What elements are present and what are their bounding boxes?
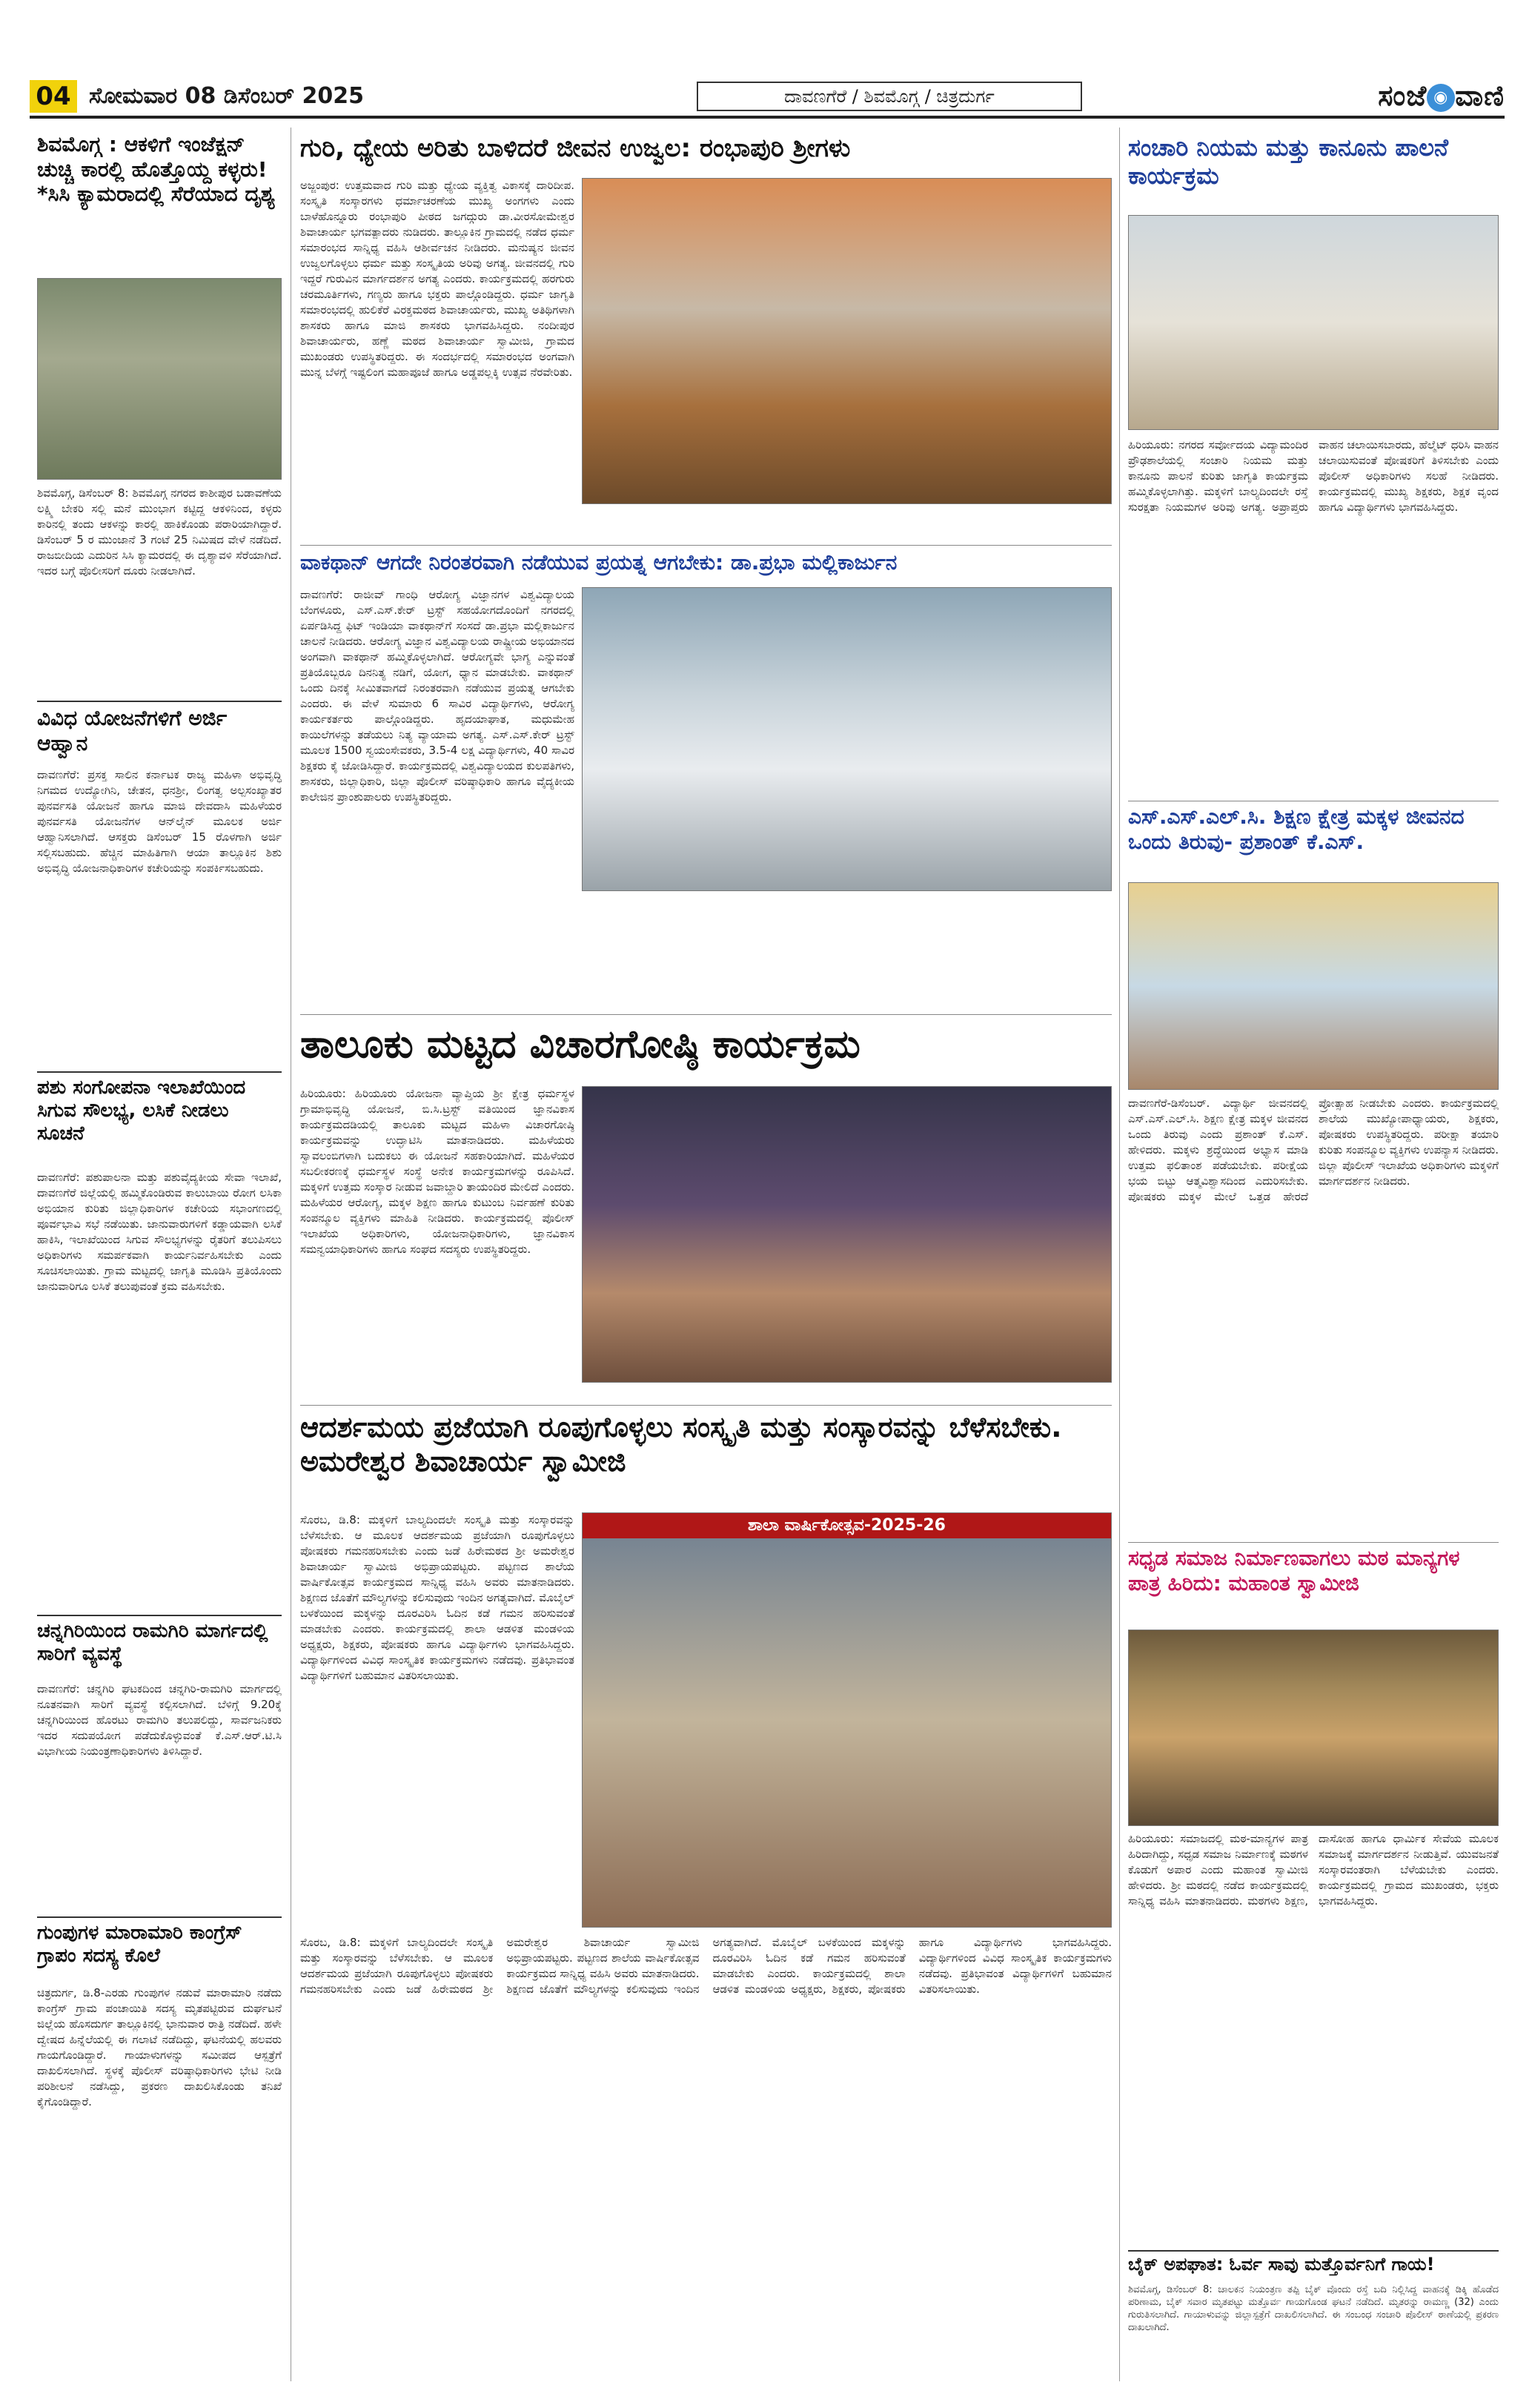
article-body: ದಾವಣಗೆರೆ-ಡಿಸೆಂಬರ್. ವಿದ್ಯಾರ್ಥಿ ಜೀವನದಲ್ಲಿ ಎಸ್.ಎಸ್.ಎಲ್.ಸಿ. ಶಿಕ್ಷಣ ಕ್ಷೇತ್ರ ಮಕ್ಕಳ ಜೀವನದ ಒಂದು ತಿರುವು ಎಂದು ಪ್ರಶಾಂತ್ ಕೆ.ಎಸ್. ಹೇಳಿದರು. ಮಕ್ಕಳು ಶ್ರದ್ಧೆಯಿಂದ ಅಭ್ಯಾಸ ಮಾಡಿ ಉತ್ತಮ ಫಲಿತಾಂಶ ಪಡೆಯಬೇಕು. ಪರೀಕ್ಷೆಯ ಭಯ ಬಿಟ್ಟು ಆತ್ಮವಿಶ್ವಾಸದಿಂದ ಎದುರಿಸಬೇಕು. ಪೋಷಕರು ಮಕ್ಕಳ ಮೇಲೆ ಒತ್ತಡ ಹೇರದೆ ಪ್ರೋತ್ಸಾಹ ನೀಡಬೇಕು ಎಂದರು. ಕಾರ್ಯಕ್ರಮದಲ್ಲಿ ಶಾಲೆಯ ಮುಖ್ಯೋಪಾಧ್ಯಾಯರು, ಶಿಕ್ಷಕರು, ಪೋಷಕರು ಉಪಸ್ಥಿತರಿದ್ದರು. ಪರೀಕ್ಷಾ ತಯಾರಿ ಕುರಿತು ಸಂಪನ್ಮೂಲ ವ್ಯಕ್ತಿಗಳು ಉಪನ್ಯಾಸ ನೀಡಿದರು. ಜಿಲ್ಲಾ ಪೊಲೀಸ್ ಇಲಾಖೆಯ ಅಧಿಕಾರಿಗಳು ಮಕ್ಕಳಿಗೆ ಮಾರ್ಗದರ್ಶನ ನೀಡಿದರು. — [1128, 1096, 1499, 1203]
article-headline: ಬೈಕ್ ಅಪಘಾತ: ಓರ್ವ ಸಾವು ಮತ್ತೊರ್ವನಿಗೆ ಗಾಯ! — [1128, 2254, 1435, 2275]
article-headline: ವಾಕಥಾನ್ ಆಗದೇ ನಿರಂತರವಾಗಿ ನಡೆಯುವ ಪ್ರಯತ್ನ ಆಗಬೇಕು: ಡಾ.ಪ್ರಭಾ ಮಲ್ಲಿಕಾರ್ಜುನ — [300, 550, 898, 575]
article-body: ಸೊರಬ, ಡಿ.8: ಮಕ್ಕಳಿಗೆ ಬಾಲ್ಯದಿಂದಲೇ ಸಂಸ್ಕೃತಿ ಮತ್ತು ಸಂಸ್ಕಾರವನ್ನು ಬೆಳೆಸಬೇಕು. ಆ ಮೂಲಕ ಆದರ್ಶಮಯ ಪ್ರಜೆಯಾಗಿ ರೂಪುಗೊಳ್ಳಲು ಪೋಷಕರು ಗಮನಹರಿಸಬೇಕು ಎಂದು ಜಡೆ ಹಿರೇಮಠದ ಶ್ರೀ ಅಮರೇಶ್ವರ ಶಿವಾಚಾರ್ಯ ಸ್ವಾಮೀಜಿ ಅಭಿಪ್ರಾಯಪಟ್ಟರು. ಪಟ್ಟಣದ ಶಾಲೆಯ ವಾರ್ಷಿಕೋತ್ಸವ ಕಾರ್ಯಕ್ರಮದ ಸಾನ್ನಿಧ್ಯ ವಹಿಸಿ ಅವರು ಮಾತನಾಡಿದರು. ಶಿಕ್ಷಣದ ಜೊತೆಗೆ ಮೌಲ್ಯಗಳನ್ನು ಕಲಿಸುವುದು ಇಂದಿನ ಅಗತ್ಯವಾಗಿದೆ. ಮೊಬೈಲ್ ಬಳಕೆಯಿಂದ ಮಕ್ಕಳನ್ನು ದೂರವಿರಿಸಿ ಓದಿನ ಕಡೆ ಗಮನ ಹರಿಸುವಂತೆ ಮಾಡಬೇಕು ಎಂದರು. ಕಾರ್ಯಕ್ರಮದಲ್ಲಿ ಶಾಲಾ ಆಡಳಿತ ಮಂಡಳಿಯ ಅಧ್ಯಕ್ಷರು, ಶಿಕ್ಷಕರು, ಪೋಷಕರು ಹಾಗೂ ವಿದ್ಯಾರ್ಥಿಗಳು ಭಾಗವಹಿಸಿದ್ದರು. ವಿದ್ಯಾರ್ಥಿಗಳಿಂದ ವಿವಿಧ ಸಾಂಸ್ಕೃತಿಕ ಕಾರ್ಯಕ್ರಮಗಳು ನಡೆದವು. ಪ್ರತಿಭಾವಂತ ವಿದ್ಯಾರ್ಥಿಗಳಿಗೆ ಬಹುಮಾನ ವಿತರಿಸಲಾಯಿತು. — [300, 1513, 574, 1682]
article-headline: ಸಧೃಡ ಸಮಾಜ ನಿರ್ಮಾಣವಾಗಲು ಮಠ ಮಾನ್ಯಗಳ ಪಾತ್ರ ಹಿರಿದು: ಮಹಾಂತ ಸ್ವಾಮೀಜಿ — [1128, 1546, 1460, 1595]
article-headline: ಚನ್ನಗಿರಿಯಿಂದ ರಾಮಗಿರಿ ಮಾರ್ಗದಲ್ಲಿ ಸಾರಿಗೆ ವ್ಯವಸ್ಥೆ — [37, 1620, 268, 1666]
article-body: ದಾವಣಗೆರೆ: ಪಶುಪಾಲನಾ ಮತ್ತು ಪಶುವೈದ್ಯಕೀಯ ಸೇವಾ ಇಲಾಖೆ, ದಾವಣಗೆರೆ ಜಿಲ್ಲೆಯಲ್ಲಿ ಹಮ್ಮಿಕೊಂಡಿರುವ ಕಾಲುಬಾಯಿ ರೋಗ ಲಸಿಕಾ ಅಭಿಯಾನ ಕುರಿತು ಜಿಲ್ಲಾಧಿಕಾರಿಗಳ ಕಚೇರಿಯ ಸಭಾಂಗಣದಲ್ಲಿ ಪೂರ್ವಭಾವಿ ಸಭೆ ನಡೆಯಿತು. ಜಾನುವಾರುಗಳಿಗೆ ಕಡ್ಡಾಯವಾಗಿ ಲಸಿಕೆ ಹಾಕಿಸಿ, ಇಲಾಖೆಯಿಂದ ಸಿಗುವ ಸೌಲಭ್ಯಗಳನ್ನು ರೈತರಿಗೆ ತಲುಪಿಸಲು ಅಧಿಕಾರಿಗಳು ಸಮರ್ಪಕವಾಗಿ ಕಾರ್ಯನಿರ್ವಹಿಸಬೇಕು ಎಂದು ಸೂಚಿಸಲಾಯಿತು. ಗ್ರಾಮ ಮಟ್ಟದಲ್ಲಿ ಜಾಗೃತಿ ಮೂಡಿಸಿ ಪ್ರತಿಯೊಂದು ಜಾನುವಾರಿಗೂ ಲಸಿಕೆ ತಲುಪುವಂತೆ ಕ್ರಮ ವಹಿಸಬೇಕು. — [37, 1171, 282, 1293]
article-body: ಅಜ್ಜಂಪುರ: ಉತ್ತಮವಾದ ಗುರಿ ಮತ್ತು ಧ್ಯೇಯ ವ್ಯಕ್ತಿತ್ವ ವಿಕಾಸಕ್ಕೆ ದಾರಿದೀಪ. ಸಂಸ್ಕೃತಿ ಸಂಸ್ಕಾರಗಳು ಧರ್ಮಾಚರಣೆಯ ಮುಖ್ಯ ಅಂಗಗಳು ಎಂದು ಬಾಳೆಹೊನ್ನೂರು ರಂಭಾಪುರಿ ಪೀಠದ ಜಗದ್ಗುರು ಡಾ.ವೀರಸೋಮೇಶ್ವರ ಶಿವಾಚಾರ್ಯ ಭಗವತ್ಪಾದರು ನುಡಿದರು. ತಾಲ್ಲೂಕಿನ ಗ್ರಾಮದಲ್ಲಿ ನಡೆದ ಧರ್ಮ ಸಮಾರಂಭದ ಸಾನ್ನಿಧ್ಯ ವಹಿಸಿ ಆಶೀರ್ವಚನ ನೀಡಿದರು. ಮನುಷ್ಯನ ಜೀವನ ಉಜ್ವಲಗೊಳ್ಳಲು ಧರ್ಮ ಮತ್ತು ಸಂಸ್ಕೃತಿಯ ಅರಿವು ಅಗತ್ಯ. ಜೀವನದಲ್ಲಿ ಗುರಿ ಇದ್ದರೆ ಗುರುವಿನ ಮಾರ್ಗದರ್ಶನ ಅಗತ್ಯ ಎಂದರು. ಕಾರ್ಯಕ್ರಮದಲ್ಲಿ ಹರಗುರು ಚರಮೂರ್ತಿಗಳು, ಗಣ್ಯರು ಹಾಗೂ ಭಕ್ತರು ಪಾಲ್ಗೊಂಡಿದ್ದರು. ಧರ್ಮ ಜಾಗೃತಿ ಸಮಾರಂಭದಲ್ಲಿ ಹುಲಿಕೆರೆ ವಿರಕ್ತಮಠದ ಶಿವಾಚಾರ್ಯರು, ಮುಖ್ಯ ಅತಿಥಿಗಳಾಗಿ ಶಾಸಕರು ಹಾಗೂ ಮಾಜಿ ಶಾಸಕರು ಭಾಗವಹಿಸಿದ್ದರು. ನಂದೀಪುರ ಶಿವಾಚಾರ್ಯರು, ಹಣ್ಣೆ ಮಠದ ಶಿವಾಚಾರ್ಯ ಸ್ವಾಮೀಜಿ, ಗ್ರಾಮದ ಮುಖಂಡರು ಉಪಸ್ಥಿತರಿದ್ದರು. ಈ ಸಂದರ್ಭದಲ್ಲಿ ಸಮಾರಂಭದ ಅಂಗವಾಗಿ ಮುನ್ನ ಬೆಳಗ್ಗೆ ಇಷ್ಟಲಿಂಗ ಮಹಾಪೂಜೆ ಹಾಗೂ ಅಡ್ಡಪಲ್ಲಕ್ಕಿ ಉತ್ಸವ ನೆರವೇರಿತು. — [300, 179, 574, 379]
article-cow-theft — [37, 132, 282, 273]
section-divider — [300, 545, 1112, 546]
article-body: ದಾವಣಗೆರೆ: ಚನ್ನಗಿರಿ ಘಟಕದಿಂದ ಚನ್ನಗಿರಿ-ರಾಮಗಿರಿ ಮಾರ್ಗದಲ್ಲಿ ನೂತನವಾಗಿ ಸಾರಿಗೆ ವ್ಯವಸ್ಥೆ ಕಲ್ಪಿಸಲಾಗಿದೆ. ಬೆಳಿಗ್ಗೆ 9.20ಕ್ಕೆ ಚನ್ನಗಿರಿಯಿಂದ ಹೊರಟು ರಾಮಗಿರಿ ತಲುಪಲಿದ್ದು, ಸಾರ್ವಜನಿಕರು ಇದರ ಸದುಪಯೋಗ ಪಡೆದುಕೊಳ್ಳುವಂತೆ ಕೆ.ಎಸ್.ಆರ್.ಟಿ.ಸಿ ವಿಭಾಗೀಯ ನಿಯಂತ್ರಣಾಧಿಕಾರಿಗಳು ತಿಳಿಸಿದ್ದಾರೆ. — [37, 1682, 282, 1758]
issue-date: ಸೋಮವಾರ 08 ಡಿಸೆಂಬರ್ 2025 — [89, 83, 364, 109]
article-body: ಹಿರಿಯೂರು: ಹಿರಿಯೂರು ಯೋಜನಾ ವ್ಯಾಪ್ತಿಯ ಶ್ರೀ ಕ್ಷೇತ್ರ ಧರ್ಮಸ್ಥಳ ಗ್ರಾಮಾಭಿವೃದ್ಧಿ ಯೋಜನೆ, ಬಿ.ಸಿ.ಟ್ರಸ್ಟ್ ವತಿಯಿಂದ ಜ್ಞಾನವಿಕಾಸ ಕಾರ್ಯಕ್ರಮದಡಿಯಲ್ಲಿ ತಾಲೂಕು ಮಟ್ಟದ ಮಹಿಳಾ ವಿಚಾರಗೋಷ್ಠಿ ಕಾರ್ಯಕ್ರಮವನ್ನು ಉದ್ಘಾಟಿಸಿ ಮಾತನಾಡಿದರು. ಮಹಿಳೆಯರು ಸ್ವಾವಲಂಬಿಗಳಾಗಿ ಬದುಕಲು ಈ ಯೋಜನೆ ಸಹಕಾರಿಯಾಗಿದೆ. ಮಹಿಳೆಯರ ಸಬಲೀಕರಣಕ್ಕೆ ಧರ್ಮಸ್ಥಳ ಸಂಸ್ಥೆ ಅನೇಕ ಕಾರ್ಯಕ್ರಮಗಳನ್ನು ರೂಪಿಸಿದೆ. ಮಕ್ಕಳಿಗೆ ಉತ್ತಮ ಸಂಸ್ಕಾರ ನೀಡುವ ಜವಾಬ್ದಾರಿ ತಾಯಂದಿರ ಮೇಲಿದೆ ಎಂದರು. ಮಹಿಳೆಯರ ಆರೋಗ್ಯ, ಮಕ್ಕಳ ಶಿಕ್ಷಣ ಹಾಗೂ ಕುಟುಂಬ ನಿರ್ವಹಣೆ ಕುರಿತು ಸಂಪನ್ಮೂಲ ವ್ಯಕ್ತಿಗಳು ಮಾಹಿತಿ ನೀಡಿದರು. ಕಾರ್ಯಕ್ರಮದಲ್ಲಿ ಪೊಲೀಸ್ ಇಲಾಖೆಯ ಅಧಿಕಾರಿಗಳು, ಯೋಜನಾಧಿಕಾರಿಗಳು, ಜ್ಞಾನವಿಕಾಸ ಸಮನ್ವಯಾಧಿಕಾರಿಗಳು ಹಾಗೂ ಸಂಘದ ಸದಸ್ಯರು ಉಪಸ್ಥಿತರಿದ್ದರು. — [300, 1087, 574, 1256]
section-divider — [300, 1405, 1112, 1406]
article-traffic-rules — [1128, 133, 1499, 208]
section-label: ದಾವಣಗೆರೆ / ಶಿವಮೊಗ್ಗ / ಚಿತ್ರದುರ್ಗ — [697, 82, 1082, 111]
school-event-photo — [582, 1512, 1112, 1928]
sslc-event-photo — [1128, 882, 1499, 1090]
article-body: ದಾವಣಗೆರೆ: ರಾಜೀವ್ ಗಾಂಧಿ ಆರೋಗ್ಯ ವಿಜ್ಞಾನಗಳ ವಿಶ್ವವಿದ್ಯಾಲಯ ಬೆಂಗಳೂರು, ಎಸ್.ಎಸ್.ಕೇರ್ ಟ್ರಸ್ಟ್ ಸಹಯೋಗದೊಂದಿಗೆ ನಗರದಲ್ಲಿ ಏರ್ಪಡಿಸಿದ್ದ ಫಿಟ್ ಇಂಡಿಯಾ ವಾಕಥಾನ್‌ಗೆ ಸಂಸದೆ ಡಾ.ಪ್ರಭಾ ಮಲ್ಲಿಕಾರ್ಜುನ ಚಾಲನೆ ನೀಡಿದರು. ಆರೋಗ್ಯ ವಿಜ್ಞಾನ ವಿಶ್ವವಿದ್ಯಾಲಯ ರಾಷ್ಟ್ರೀಯ ಅಭಿಯಾನದ ಅಂಗವಾಗಿ ವಾಕಥಾನ್ ಹಮ್ಮಿಕೊಳ್ಳಲಾಗಿದೆ. ಆರೋಗ್ಯವೇ ಭಾಗ್ಯ ಎನ್ನುವಂತೆ ಪ್ರತಿಯೊಬ್ಬರೂ ದಿನನಿತ್ಯ ನಡಿಗೆ, ಯೋಗ, ಧ್ಯಾನ ಮಾಡಬೇಕು. ವಾಕಥಾನ್ ಒಂದು ದಿನಕ್ಕೆ ಸೀಮಿತವಾಗದೆ ನಿರಂತರವಾಗಿ ನಡೆಯುವ ಪ್ರಯತ್ನ ಆಗಬೇಕು ಎಂದರು. ಈ ವೇಳೆ ಸುಮಾರು 6 ಸಾವಿರ ವಿದ್ಯಾರ್ಥಿಗಳು, ಆರೋಗ್ಯ ಕಾರ್ಯಕರ್ತರು ಪಾಲ್ಗೊಂಡಿದ್ದರು. ಹೃದಯಾಘಾತ, ಮಧುಮೇಹ ಕಾಯಿಲೆಗಳನ್ನು ತಡೆಯಲು ನಿತ್ಯ ವ್ಯಾಯಾಮ ಅಗತ್ಯ. ಎಸ್.ಎಸ್.ಕೇರ್ ಟ್ರಸ್ಟ್ ಮೂಲಕ 1500 ಸ್ವಯಂಸೇವಕರು, 3.5-4 ಲಕ್ಷ ವಿದ್ಯಾರ್ಥಿಗಳು, 40 ಸಾವಿರ ಶಿಕ್ಷಕರು ಕೈ ಜೋಡಿಸಿದ್ದಾರೆ. ಕಾರ್ಯಕ್ರಮದಲ್ಲಿ ವಿಶ್ವವಿದ್ಯಾಲಯದ ಕುಲಪತಿಗಳು, ಶಾಸಕರು, ಜಿಲ್ಲಾಧಿಕಾರಿ, ಜಿಲ್ಲಾ ಪೊಲೀಸ್ ವರಿಷ್ಠಾಧಿಕಾರಿ ಹಾಗೂ ವೈದ್ಯಕೀಯ ಕಾಲೇಜಿನ ಪ್ರಾಂಶುಪಾಲರು ಉಪಸ್ಥಿತರಿದ್ದರು. — [300, 588, 574, 804]
brand-left: ಸಂಜೆ — [1378, 79, 1427, 112]
article-body: ದಾವಣಗೆರೆ: ಪ್ರಸಕ್ತ ಸಾಲಿನ ಕರ್ನಾಟಕ ರಾಜ್ಯ ಮಹಿಳಾ ಅಭಿವೃದ್ಧಿ ನಿಗಮದ ಉದ್ಯೋಗಿನಿ, ಚೇತನ, ಧನಶ್ರೀ, ಲಿಂಗತ್ವ ಅಲ್ಪಸಂಖ್ಯಾತರ ಪುನರ್ವಸತಿ ಯೋಜನೆ ಹಾಗೂ ಮಾಜಿ ದೇವದಾಸಿ ಮಹಿಳೆಯರ ಪುನರ್ವಸತಿ ಯೋಜನೆಗಳ ಆನ್‌ಲೈನ್ ಮೂಲಕ ಅರ್ಜಿ ಆಹ್ವಾನಿಸಲಾಗಿದೆ. ಆಸಕ್ತರು ಡಿಸೆಂಬರ್ 15 ರೊಳಗಾಗಿ ಅರ್ಜಿ ಸಲ್ಲಿಸಬಹುದು. ಹೆಚ್ಚಿನ ಮಾಹಿತಿಗಾಗಿ ಆಯಾ ತಾಲ್ಲೂಕಿನ ಶಿಶು ಅಭಿವೃದ್ಧಿ ಯೋಜನಾಧಿಕಾರಿಗಳ ಕಚೇರಿಯನ್ನು ಸಂಪರ್ಕಿಸಬಹುದು. — [37, 768, 282, 875]
event-banner: ಶಾಲಾ ವಾರ್ಷಿಕೋತ್ಸವ-2025-26 — [583, 1513, 1111, 1538]
article-bike-accident — [1128, 2254, 1499, 2283]
section-divider — [37, 701, 282, 702]
section-divider — [37, 1615, 282, 1616]
article-body: ಹಿರಿಯೂರು: ಸಮಾಜದಲ್ಲಿ ಮಠ-ಮಾನ್ಯಗಳ ಪಾತ್ರ ಹಿರಿದಾಗಿದ್ದು, ಸಧೃಡ ಸಮಾಜ ನಿರ್ಮಾಣಕ್ಕೆ ಮಠಗಳ ಕೊಡುಗೆ ಅಪಾರ ಎಂದು ಮಹಾಂತ ಸ್ವಾಮೀಜಿ ಹೇಳಿದರು. ಶ್ರೀ ಮಠದಲ್ಲಿ ನಡೆದ ಕಾರ್ಯಕ್ರಮದಲ್ಲಿ ಸಾನ್ನಿಧ್ಯ ವಹಿಸಿ ಮಾತನಾಡಿದರು. ಮಠಗಳು ಶಿಕ್ಷಣ, ದಾಸೋಹ ಹಾಗೂ ಧಾರ್ಮಿಕ ಸೇವೆಯ ಮೂಲಕ ಸಮಾಜಕ್ಕೆ ಮಾರ್ಗದರ್ಶನ ನೀಡುತ್ತಿವೆ. ಯುವಜನತೆ ಸಂಸ್ಕಾರವಂತರಾಗಿ ಬೆಳೆಯಬೇಕು ಎಂದರು. ಕಾರ್ಯಕ್ರಮದಲ್ಲಿ ಗ್ರಾಮದ ಮುಖಂಡರು, ಭಕ್ತರು ಭಾಗವಹಿಸಿದ್ದರು. — [1128, 1832, 1499, 1908]
article-headline: ಎಸ್.ಎಸ್.ಎಲ್.ಸಿ. ಶಿಕ್ಷಣ ಕ್ಷೇತ್ರ ಮಕ್ಕಳ ಜೀವನದ ಒಂದು ತಿರುವು- ಪ್ರಶಾಂತ್ ಕೆ.ಎಸ್. — [1128, 804, 1465, 854]
walkathon-photo — [582, 587, 1112, 891]
section-divider — [1128, 1542, 1499, 1543]
seers-photo — [582, 178, 1112, 504]
article-headline: ವಿವಿಧ ಯೋಜನೆಗಳಿಗೆ ಅರ್ಜಿ ಆಹ್ವಾನ — [37, 706, 228, 755]
article-body: ಶಿವಮೊಗ್ಗ, ಡಿಸೆಂಬರ್ 8: ಶಿವಮೊಗ್ಗ ನಗರದ ಕಾಶೀಪುರ ಬಡಾವಣೆಯ ಲಕ್ಷ್ಮಿ ಬೇಕರಿ ಸಲ್ಲಿ ಮನೆ ಮುಂಭಾಗ ಕಟ್ಟಿದ್ದ ಆಕಳಿನಿಂದ, ಕಳ್ಳರು ಕಾರಿನಲ್ಲಿ ತಂದು ಆಕಳನ್ನು ಕಾರಲ್ಲಿ ಹಾಕಿಕೊಂಡು ಪರಾರಿಯಾಗಿದ್ದಾರೆ. ಡಿಸೆಂಬರ್ 5 ರ ಮುಂಜಾನೆ 3 ಗಂಟೆ 25 ನಿಮಿಷದ ವೇಳೆ ನಡೆದಿದೆ. ರಾಜಬೀದಿಯ ಎದುರಿನ ಸಿಸಿ ಕ್ಯಾಮರದಲ್ಲಿ ಈ ದೃಶ್ಯಾವಳಿ ಸೆರೆಯಾಗಿದೆ. ಇದರ ಬಗ್ಗೆ ಪೊಲೀಸರಿಗೆ ದೂರು ನೀಡಲಾಗಿದೆ. — [37, 486, 282, 578]
article-body: ಹಿರಿಯೂರು: ನಗರದ ಸರ್ವೋದಯ ವಿದ್ಯಾಮಂದಿರ ಪ್ರೌಢಶಾಲೆಯಲ್ಲಿ ಸಂಚಾರಿ ನಿಯಮ ಮತ್ತು ಕಾನೂನು ಪಾಲನೆ ಕುರಿತು ಜಾಗೃತಿ ಕಾರ್ಯಕ್ರಮ ಹಮ್ಮಿಕೊಳ್ಳಲಾಗಿತ್ತು. ಮಕ್ಕಳಿಗೆ ಬಾಲ್ಯದಿಂದಲೇ ರಸ್ತೆ ಸುರಕ್ಷತಾ ನಿಯಮಗಳ ಅರಿವು ಅಗತ್ಯ. ಅಪ್ರಾಪ್ತರು ವಾಹನ ಚಲಾಯಿಸಬಾರದು, ಹೆಲ್ಮೆಟ್ ಧರಿಸಿ ವಾಹನ ಚಲಾಯಿಸುವಂತೆ ಪೋಷಕರಿಗೆ ತಿಳಿಸಬೇಕು ಎಂದು ಪೊಲೀಸ್ ಅಧಿಕಾರಿಗಳು ಸಲಹೆ ನೀಡಿದರು. ಕಾರ್ಯಕ್ರಮದಲ್ಲಿ ಮುಖ್ಯ ಶಿಕ್ಷಕರು, ಶಿಕ್ಷಕ ವೃಂದ ಹಾಗೂ ವಿದ್ಯಾರ್ಥಿಗಳು ಭಾಗವಹಿಸಿದ್ದರು. — [1128, 438, 1499, 514]
article-sslc — [1128, 804, 1499, 879]
seminar-photo — [582, 1086, 1112, 1383]
article-headline: ಪಶು ಸಂಗೋಪನಾ ಇಲಾಖೆಯಿಂದ ಸಿಗುವ ಸೌಲಭ್ಯ, ಲಸಿಕೆ ನೀಡಲು ಸೂಚನೆ — [37, 1076, 246, 1145]
article-applications — [37, 706, 282, 764]
section-divider — [1128, 2250, 1499, 2252]
article-headline: ಗುರಿ, ಧ್ಯೇಯ ಅರಿತು ಬಾಳಿದರೆ ಜೀವನ ಉಜ್ವಲ: ರಂಭಾಪುರಿ ಶ್ರೀಗಳು — [300, 133, 851, 163]
article-headline: ಗುಂಪುಗಳ ಮಾರಾಮಾರಿ ಕಾಂಗ್ರೆಸ್ ಗ್ರಾಪಂ ಸದಸ್ಯ ಕೊಲೆ — [37, 1922, 242, 1968]
article-bus-route — [37, 1620, 282, 1678]
article-animal-husbandry — [37, 1076, 282, 1165]
article-headline: ಶಿವಮೊಗ್ಗ : ಆಕಳಿಗೆ ಇಂಜೆಕ್ಷನ್ ಚುಚ್ಚಿ ಕಾರಲ್ಲಿ ಹೊತ್ತೊಯ್ದ ಕಳ್ಳರು! *ಸಿಸಿ ಕ್ಯಾಮರಾದಲ್ಲಿ ಸೆರೆಯಾದ ದೃಶ್ಯ — [37, 132, 276, 207]
article-headline: ಆದರ್ಶಮಯ ಪ್ರಜೆಯಾಗಿ ರೂಪುಗೊಳ್ಳಲು ಸಂಸ್ಕೃತಿ ಮತ್ತು ಸಂಸ್ಕಾರವನ್ನು ಬೆಳೆಸಬೇಕು. ಅಮರೇಶ್ವರ ಶಿವಾಚಾರ್ಯ ಸ್ವಾಮೀಜಿ — [300, 1411, 1062, 1478]
article-seminar — [300, 1022, 1112, 1081]
article-headline: ತಾಲೂಕು ಮಟ್ಟದ ವಿಚಾರಗೋಷ್ಠಿ ಕಾರ್ಯಕ್ರಮ — [300, 1022, 860, 1067]
article-rambhapuri — [300, 133, 1112, 172]
article-ideal-citizen — [300, 1411, 1112, 1507]
mutt-event-photo — [1128, 1630, 1499, 1826]
article-body-continued — [300, 1935, 1112, 2380]
article-walkathon — [300, 550, 1112, 583]
masthead — [30, 74, 1505, 119]
globe-icon: ◉ — [1427, 84, 1455, 112]
article-headline: ಸಂಚಾರಿ ನಿಯಮ ಮತ್ತು ಕಾನೂನು ಪಾಲನೆ ಕಾರ್ಯಕ್ರಮ — [1128, 133, 1449, 191]
page-number: 04 — [30, 80, 77, 113]
cctv-photo — [37, 278, 282, 480]
traffic-program-photo — [1128, 215, 1499, 430]
column-divider — [1119, 128, 1120, 2381]
article-group-clash — [37, 1922, 282, 1981]
article-body-text: ಸೊರಬ, ಡಿ.8: ಮಕ್ಕಳಿಗೆ ಬಾಲ್ಯದಿಂದಲೇ ಸಂಸ್ಕೃತಿ ಮತ್ತು ಸಂಸ್ಕಾರವನ್ನು ಬೆಳೆಸಬೇಕು. ಆ ಮೂಲಕ ಆದರ್ಶಮಯ ಪ್ರಜೆಯಾಗಿ ರೂಪುಗೊಳ್ಳಲು ಪೋಷಕರು ಗಮನಹರಿಸಬೇಕು ಎಂದು ಜಡೆ ಹಿರೇಮಠದ ಶ್ರೀ ಅಮರೇಶ್ವರ ಶಿವಾಚಾರ್ಯ ಸ್ವಾಮೀಜಿ ಅಭಿಪ್ರಾಯಪಟ್ಟರು. ಪಟ್ಟಣದ ಶಾಲೆಯ ವಾರ್ಷಿಕೋತ್ಸವ ಕಾರ್ಯಕ್ರಮದ ಸಾನ್ನಿಧ್ಯ ವಹಿಸಿ ಅವರು ಮಾತನಾಡಿದರು. ಶಿಕ್ಷಣದ ಜೊತೆಗೆ ಮೌಲ್ಯಗಳನ್ನು ಕಲಿಸುವುದು ಇಂದಿನ ಅಗತ್ಯವಾಗಿದೆ. ಮೊಬೈಲ್ ಬಳಕೆಯಿಂದ ಮಕ್ಕಳನ್ನು ದೂರವಿರಿಸಿ ಓದಿನ ಕಡೆ ಗಮನ ಹರಿಸುವಂತೆ ಮಾಡಬೇಕು ಎಂದರು. ಕಾರ್ಯಕ್ರಮದಲ್ಲಿ ಶಾಲಾ ಆಡಳಿತ ಮಂಡಳಿಯ ಅಧ್ಯಕ್ಷರು, ಶಿಕ್ಷಕರು, ಪೋಷಕರು ಹಾಗೂ ವಿದ್ಯಾರ್ಥಿಗಳು ಭಾಗವಹಿಸಿದ್ದರು. ವಿದ್ಯಾರ್ಥಿಗಳಿಂದ ವಿವಿಧ ಸಾಂಸ್ಕೃತಿಕ ಕಾರ್ಯಕ್ರಮಗಳು ನಡೆದವು. ಪ್ರತಿಭಾವಂತ ವಿದ್ಯಾರ್ಥಿಗಳಿಗೆ ಬಹುಮಾನ ವಿತರಿಸಲಾಯಿತು. — [300, 1936, 1112, 1996]
article-mutt-role — [1128, 1546, 1499, 1627]
newspaper-brand — [1378, 77, 1505, 114]
section-divider — [37, 1071, 282, 1073]
brand-right: ವಾಣಿ — [1455, 79, 1505, 112]
section-divider — [37, 1916, 282, 1918]
section-divider — [300, 1014, 1112, 1015]
article-body: ಚಿತ್ರದುರ್ಗ, ಡಿ.8-ಎರಡು ಗುಂಪುಗಳ ನಡುವೆ ಮಾರಾಮಾರಿ ನಡೆದು ಕಾಂಗ್ರೆಸ್ ಗ್ರಾಮ ಪಂಚಾಯಿತಿ ಸದಸ್ಯ ಮೃತಪಟ್ಟಿರುವ ದುರ್ಘಟನೆ ಜಿಲ್ಲೆಯ ಹೊಸದುರ್ಗ ತಾಲ್ಲೂಕಿನಲ್ಲಿ ಭಾನುವಾರ ರಾತ್ರಿ ನಡೆದಿದೆ. ಹಳೇ ದ್ವೇಷದ ಹಿನ್ನೆಲೆಯಲ್ಲಿ ಈ ಗಲಾಟೆ ನಡೆದಿದ್ದು, ಘಟನೆಯಲ್ಲಿ ಹಲವರು ಗಾಯಗೊಂಡಿದ್ದಾರೆ. ಗಾಯಾಳುಗಳನ್ನು ಸಮೀಪದ ಆಸ್ಪತ್ರೆಗೆ ದಾಖಲಿಸಲಾಗಿದೆ. ಸ್ಥಳಕ್ಕೆ ಪೊಲೀಸ್ ವರಿಷ್ಠಾಧಿಕಾರಿಗಳು ಭೇಟಿ ನೀಡಿ ಪರಿಶೀಲನೆ ನಡೆಸಿದ್ದು, ಪ್ರಕರಣ ದಾಖಲಿಸಿಕೊಂಡು ತನಿಖೆ ಕೈಗೊಂಡಿದ್ದಾರೆ. — [37, 1986, 282, 2108]
article-body: ಶಿವಮೊಗ್ಗ, ಡಿಸೆಂಬರ್ 8: ಚಾಲಕನ ನಿಯಂತ್ರಣ ತಪ್ಪಿ ಬೈಕ್ ವೊಂದು ರಸ್ತೆ ಬದಿ ನಿಲ್ಲಿಸಿದ್ದ ವಾಹನಕ್ಕೆ ಡಿಕ್ಕಿ ಹೊಡೆದ ಪರಿಣಾಮ, ಬೈಕ್ ಸವಾರ ಮೃತಪಟ್ಟು ಮತ್ತೊರ್ವ ಗಾಯಗೊಂಡ ಘಟನೆ ನಡೆದಿದೆ. ಮೃತರನ್ನು ರಾಮಣ್ಣ (32) ಎಂದು ಗುರುತಿಸಲಾಗಿದೆ. ಗಾಯಾಳುವನ್ನು ಜಿಲ್ಲಾಸ್ಪತ್ರೆಗೆ ದಾಖಲಿಸಲಾಗಿದೆ. ಈ ಸಂಬಂಧ ಸಂಚಾರಿ ಪೊಲೀಸ್ ಠಾಣೆಯಲ್ಲಿ ಪ್ರಕರಣ ದಾಖಲಾಗಿದೆ. — [1128, 2284, 1499, 2333]
